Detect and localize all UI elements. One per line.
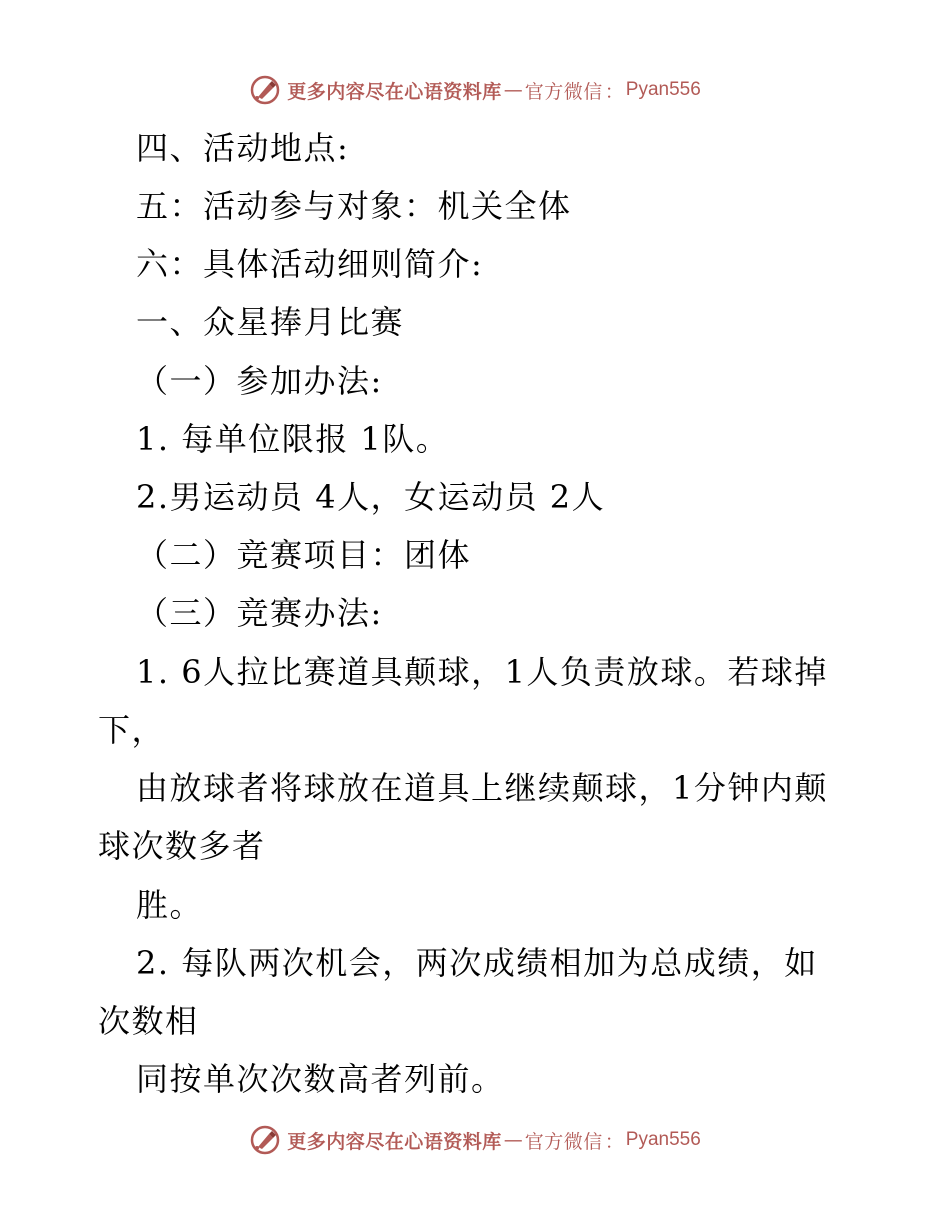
doc-line: 四、活动地点: [136,129,350,167]
doc-line: 1. 6人拉比赛道具颠球，1人负责放球。若球掉 [136,653,828,691]
doc-line: 五：活动参与对象：机关全体 [136,187,572,225]
doc-line: （三）竞赛办法: [136,594,383,632]
doc-line: （一）参加办法: [136,362,383,400]
footer-watermark [0,1122,950,1158]
watermark-separator: ： [604,1130,624,1153]
watermark-wechat-label: 官方微信 [524,80,603,103]
watermark-wechat-id: Pyan556 [625,1129,701,1150]
doc-line: 同按单次次数高者列前。 [136,1060,505,1098]
doc-line: 胜。 [136,886,204,924]
watermark-separator: ： [604,80,624,103]
watermark-dash: — [503,79,523,101]
watermark-brand-text: 更多内容尽在心语资料库 [287,1130,502,1153]
doc-line: 次数相 [98,1002,199,1040]
doc-line: （二）竞赛项目：团体 [136,536,472,574]
watermark-wechat-id: Pyan556 [625,79,701,100]
watermark-brand-text: 更多内容尽在心语资料库 [287,80,502,103]
doc-line: 2. 每队两次机会，两次成绩相加为总成绩，如 [136,944,818,982]
doc-line: 一、众星捧月比赛 [136,303,405,341]
watermark-dash: — [503,1129,523,1151]
doc-line: 六：具体活动细则简介: [136,245,484,283]
watermark-wechat-label: 官方微信 [524,1130,603,1153]
doc-line: 由放球者将球放在道具上继续颠球，1分钟内颠 [136,769,828,807]
doc-line: 下， [98,711,166,749]
doc-line: 2.男运动员 4人，女运动员 2人 [136,478,606,516]
doc-line: 球次数多者 [98,827,266,865]
pen-nib-seal-icon [249,1124,281,1156]
doc-line: 1. 每单位限报 1队。 [136,420,450,458]
